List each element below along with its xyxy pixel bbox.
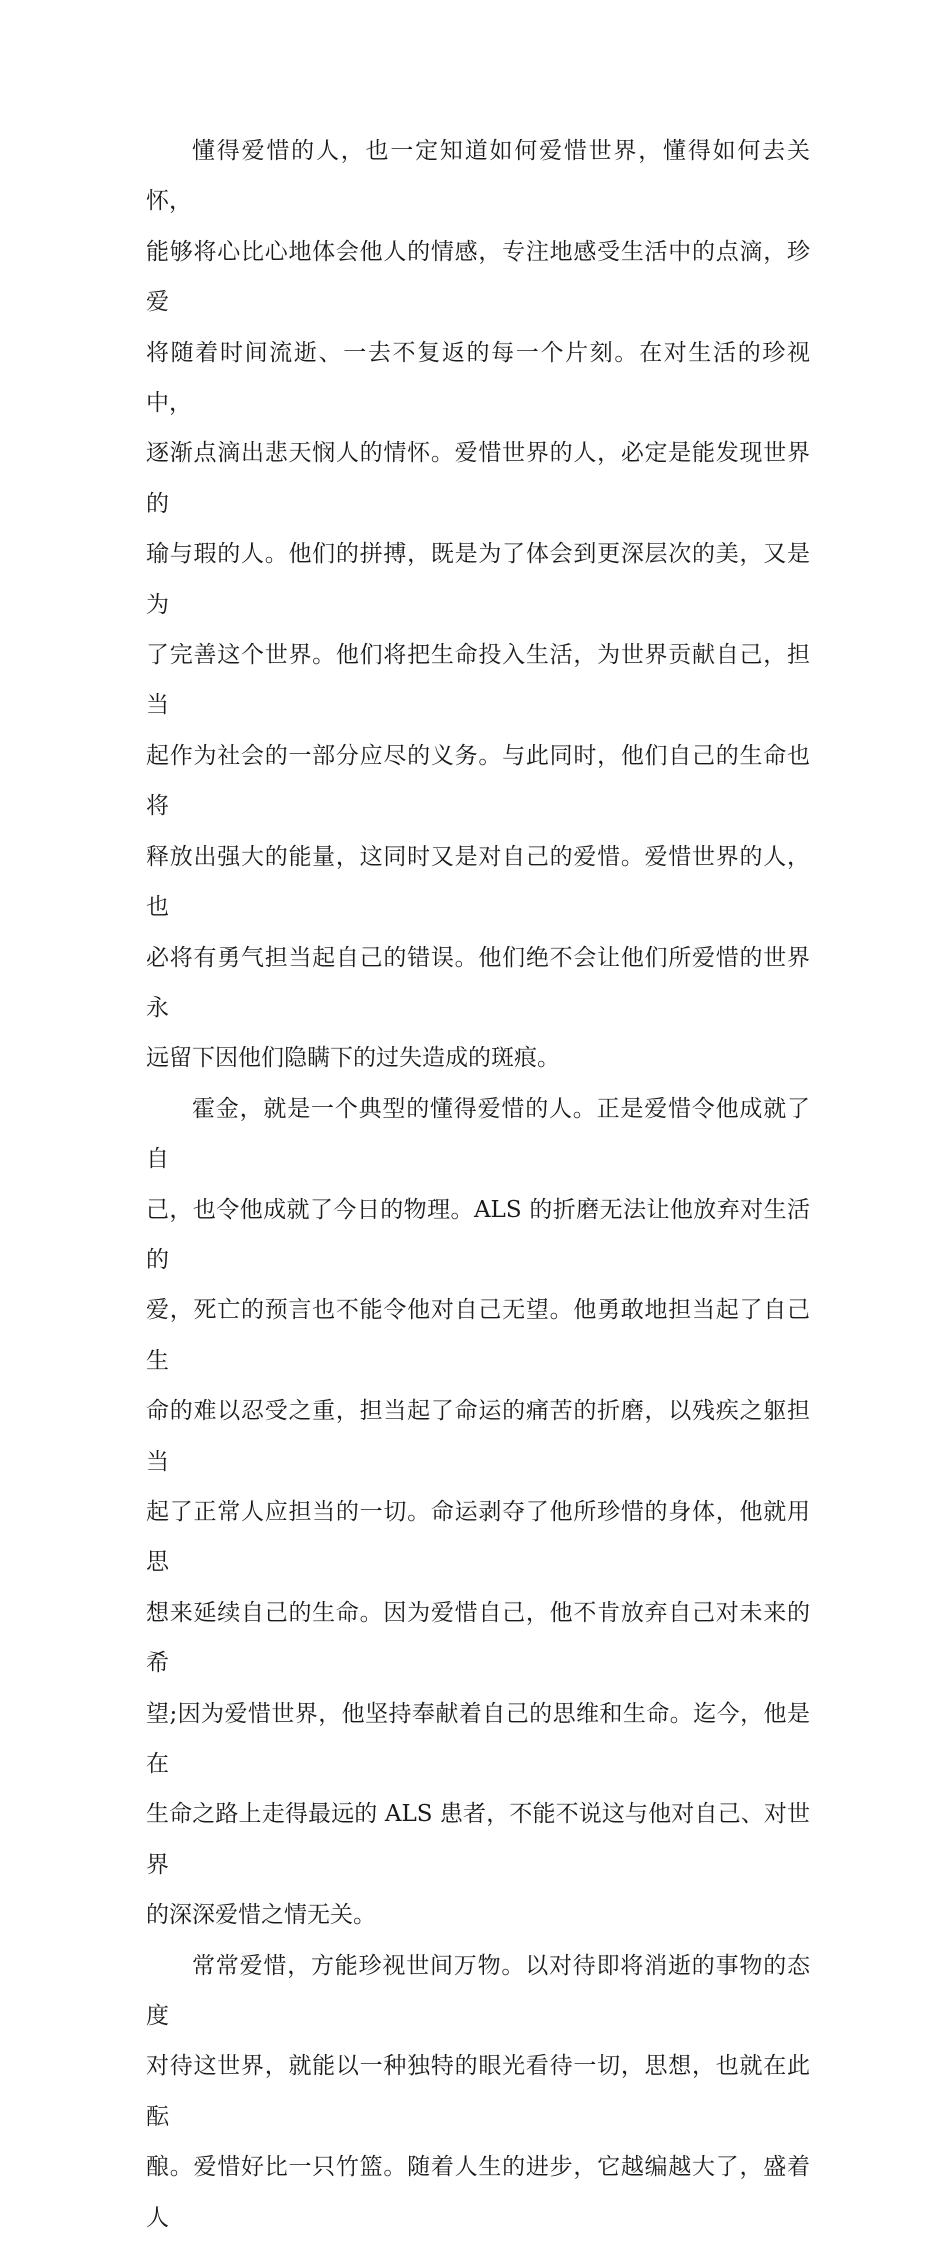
paragraph-1: 懂得爱惜的人，也一定知道如何爱惜世界，懂得如何去关怀， 能够将心比心地体会他人的情感，专注地感受生活中的点滴，珍爱 将随着时间流逝、一去不复返的每一个片刻。在对生活的珍视中， 逐渐点滴出悲天悯人的情怀。爱惜世界的人，必定是能发现世界的 瑜与瑕的人。他们的拼搏，既是为了体会到更深层次的美，又是为 了完善这个世界。他们将把生命投入生活，为世界贡献自己，担当 起作为社会的一部分应尽的义务。与此同时，他们自己的生命也将 释放出强大的能量，这同时又是对自己的爱惜。爱惜世界的人，也 必将有勇气担当起自己的错误。他们绝不会让他们所爱惜的世界永 远留下因他们隐瞒下的过失造成的斑痕。 [146, 138, 810, 1072]
document-body [146, 126, 810, 2243]
paragraph-3: 常常爱惜，方能珍视世间万物。以对待即将消逝的事物的态度 对待这世界，就能以一种独特的眼光看待一切，思想，也就在此酝 酿。爱惜好比一只竹篮。随着人生的进步，它越编越大了，盛着人 [146, 1952, 810, 2231]
paragraph-2: 霍金，就是一个典型的懂得爱惜的人。正是爱惜令他成就了自 己，也令他成就了今日的物理。ALS 的折磨无法让他放弃对生活的 爱，死亡的预言也不能令他对自己无望。他勇敢地担当起了自己生 命的难以忍受之重，担当起了命运的痛苦的折磨，以残疾之躯担当 起了正常人应担当的一切。命运剥夺了他所珍惜的身体，他就用思 想来延续自己的生命。因为爱惜自己，他不肯放弃自己对未来的希 望;因为爱惜世界，他坚持奉献着自己的思维和生命。迄今，他是在 生命之路上走得最远的 ALS 患者，不能不说这与他对自己、对世界 的深深爱惜之情无关。 [146, 1095, 810, 1929]
